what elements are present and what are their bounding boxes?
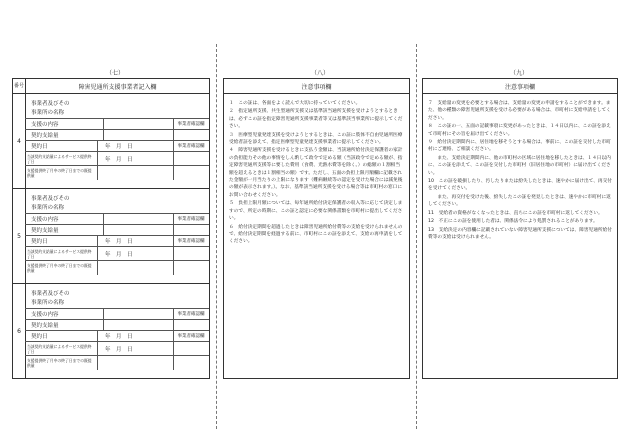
provider-entry-block: [13, 188, 209, 283]
provided-amount-label: 支援提供終了月中の終了日までの既提供量: [27, 358, 92, 368]
contract-date-row: [25, 235, 209, 246]
note-item: ３ 医療型児童発達支援を受けようとするときは、この証に肢体不自由児通所医療受給者証を添えて、指定医療型児童発達支援事業者に提示してください。: [229, 132, 403, 146]
note-item: ９ 給付決定期間内に、居住地を移そうとする場合は、事前に、この証を交付した市町村にご連絡、ご相談ください。: [428, 140, 611, 153]
header-number: 番号: [13, 79, 26, 93]
end-date-label: 当該契約支給量によるサービス提供終了日: [27, 248, 92, 259]
service-content-label: 支援の内容: [31, 122, 59, 128]
entry-number: 5: [13, 189, 26, 283]
contract-amount-row: [25, 319, 209, 330]
contract-date-value: 年 月 日: [105, 239, 133, 245]
end-date-label: 当該契約支給量によるサービス提供終了日: [27, 343, 92, 354]
contract-amount-label: 契約支給量: [31, 323, 59, 329]
end-date-value: 年 月 日: [105, 251, 133, 258]
provider-confirm-label: 事業者確認欄: [177, 122, 205, 127]
end-date-value: 年 月 日: [105, 156, 133, 163]
notes-list: [423, 94, 617, 241]
contract-date-row: [25, 140, 209, 151]
contract-amount-label: 契約支給量: [31, 228, 59, 234]
provider-name-label: 事業者及びその 事業所の名称: [31, 196, 70, 211]
panel-header: [13, 79, 209, 94]
note-item: ８ この証の一、五面の記載事項に変更があったときは、１４日以内に、この証を添えて市町村にその旨を届け出てください。: [428, 124, 611, 137]
provider-confirm-label: 事業者確認欄: [177, 312, 205, 317]
note-item: ５ 負担上限月額については、毎年通所給付決定保護者の収入等に応じて決定しますので、所定の時期に、この証と認定に必要な関係書類を市町村に提出してください。: [229, 201, 403, 222]
service-content-label: 支援の内容: [31, 217, 59, 223]
fold-line-1: [216, 44, 217, 429]
contract-date-label: 契約日: [31, 334, 48, 340]
header-title: 障害児通所支援事業者記入欄: [78, 83, 157, 91]
contract-date-row: [25, 330, 209, 341]
provider-entry-block: [13, 93, 209, 188]
service-content-row: [25, 308, 209, 319]
notes-panel-right: [422, 78, 618, 379]
note-item: 12 不正にこの証を使用した者は、関係法令により処罰されることがあります。: [428, 219, 598, 225]
note-item: １ この証は、各面をよく読んで大切に持っていてください。: [229, 101, 361, 106]
fold-line-2: [416, 44, 417, 429]
provider-entry-panel: [12, 78, 210, 379]
provided-amount-row: [25, 260, 209, 275]
contract-date-value: 年 月 日: [105, 144, 133, 150]
service-content-label: 支援の内容: [31, 312, 59, 318]
note-item: また、再交付を受けた後、紛失したこの証を発見したときは、速やかに市町村に返してください。: [428, 194, 611, 208]
provider-confirm-label: 事業者確認欄: [177, 334, 205, 339]
notes-title: 注意事項欄: [224, 79, 409, 94]
provider-entry-block: [13, 283, 209, 378]
end-date-row: [25, 151, 209, 165]
end-date-label: 当該契約支給量によるサービス提供終了日: [27, 153, 92, 164]
contract-date-label: 契約日: [31, 239, 48, 245]
service-content-row: [25, 213, 209, 224]
notes-title: 注意事項欄: [423, 79, 617, 94]
contract-amount-row: [25, 224, 209, 235]
contract-date-value: 年 月 日: [105, 334, 133, 340]
page-marker-9: （九）: [509, 70, 528, 77]
page-marker-8: （八）: [310, 70, 329, 77]
end-date-value: 年 月 日: [105, 346, 133, 353]
provider-confirm-label: 事業者確認欄: [177, 217, 205, 222]
page-marker-7: （七）: [105, 70, 124, 77]
end-date-row: [25, 341, 209, 355]
note-item: 13 支給決定の内容欄に記載されていない障害児通所支援については、障害児通所給付費等の支給は受けられません。: [428, 227, 612, 240]
entry-number: 6: [13, 284, 26, 378]
provided-amount-label: 支援提供終了月中の終了日までの既提供量: [27, 168, 92, 178]
provider-confirm-label: 事業者確認欄: [177, 239, 205, 244]
note-item: ６ 給付決定期間を超過したときは障害児通所給付費等の支給を受けられませんので、給付決定期間を経過する前に、市町村にこの証を添えて、支給の再申請をしてください。: [229, 224, 403, 245]
note-item: ２ 指定通所支援、共生型通所支援又は基準該当通所支援を受けようとするときは、必ずこの証を指定障害児通所支援事業者等又は基準該当事業所に提示してください。: [229, 109, 403, 130]
note-item: 10 この証を破損したり、汚したりまたは紛失したときは、速やかに届け出て、再交付を受けてください。: [428, 179, 612, 192]
provided-amount-row: [25, 165, 209, 180]
provider-name-label: 事業者及びその 事業所の名称: [31, 291, 70, 306]
note-item: ４ 障害児通所支援を受けるときに支払う金額は、当該通所給付決定保護者の家計の負担能力その他の事情をしん酌して政令で定める額（当該政令で定める額が、指定障害児通所支援等に要した費用（食費、光熱水費等を除く。）の総額の１割相当額を超えるときは１割相当の額）です。ただし、五面の負担上限月額欄に記載された金額が一月当たりの上限になります（難病継続等の認定を受けた場合には減免後の額が表示されます。）。なお、基準該当通所支援を受ける場合等は市町村の窓口にお問い合わせください。: [229, 148, 403, 198]
note-item: ７ 支給量の変更を必要とする場合は、支給量の変更の申請をすることができます。また、他の種類の障害児通所支援を受ける必要がある場合は、市町村に支給申請をしてください。: [428, 101, 611, 121]
provided-amount-label: 支援提供終了月中の終了日までの既提供量: [27, 263, 92, 273]
provider-name-label: 事業者及びその 事業所の名称: [31, 101, 70, 116]
contract-amount-label: 契約支給量: [31, 133, 59, 139]
end-date-row: [25, 246, 209, 260]
notes-list: [224, 94, 409, 246]
entry-number: 4: [13, 94, 26, 188]
provider-confirm-label: 事業者確認欄: [177, 144, 205, 149]
note-item: 11 受給者の資格がなくなったときは、直ちにこの証を市町村に返してください。: [428, 210, 603, 216]
notes-panel-middle: [223, 78, 410, 379]
note-item: また、支給決定期間内に、他の市町村の区域に居住地を移したときは、１４日以内に、この証を添えて、この証を交付した市町村（旧居住地の市町村）に届け出てください。: [428, 155, 611, 176]
service-content-row: [25, 118, 209, 129]
provided-amount-row: [25, 355, 209, 370]
contract-date-label: 契約日: [31, 144, 48, 150]
contract-amount-row: [25, 129, 209, 140]
